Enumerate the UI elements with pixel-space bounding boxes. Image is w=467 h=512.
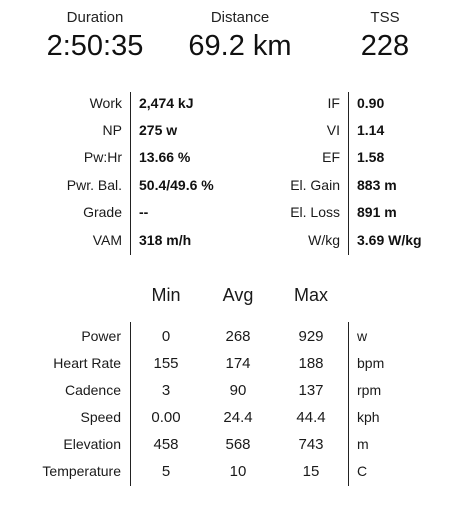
table-row (0, 404, 467, 431)
table-row (0, 458, 467, 485)
cell-avg: 24.4 (223, 409, 253, 426)
summary-bar (0, 0, 467, 70)
metric-power-balance (0, 172, 240, 199)
cell-max: 15 (302, 463, 320, 480)
cell-min: 5 (161, 463, 171, 480)
tss-stat (310, 8, 460, 64)
metric-value: 318 m/h (139, 232, 192, 248)
metric-label: NP (102, 122, 122, 138)
metric-pw-hr (0, 144, 240, 171)
row-label: Cadence (64, 382, 121, 398)
tss-value: 228 (360, 30, 410, 62)
cell-max: 929 (298, 328, 324, 345)
cell-unit: C (357, 463, 368, 479)
metric-label: Pw:Hr (83, 149, 122, 165)
table-left-divider (130, 322, 131, 486)
table-row (0, 377, 467, 404)
cell-min: 0.00 (151, 409, 181, 426)
cell-unit: rpm (357, 382, 382, 398)
cell-avg: 174 (225, 355, 251, 372)
cell-unit: kph (357, 409, 380, 425)
metric-label: IF (327, 95, 340, 111)
table-row (0, 431, 467, 458)
metric-value: 3.69 W/kg (357, 232, 422, 248)
metric-label: VAM (92, 232, 122, 248)
metric-vam (0, 227, 240, 254)
metric-grade (0, 199, 240, 226)
table-right-divider (348, 322, 349, 486)
metric-vi (240, 117, 467, 144)
metric-if (240, 90, 467, 117)
metric-value: 0.90 (357, 95, 385, 111)
cell-avg: 568 (225, 436, 251, 453)
right-divider (348, 92, 349, 255)
metric-label: W/kg (308, 232, 340, 248)
cell-max: 188 (298, 355, 324, 372)
cell-min: 155 (153, 355, 179, 372)
cell-unit: m (357, 436, 369, 452)
metric-label: Grade (83, 204, 122, 220)
metric-value: 1.14 (357, 122, 385, 138)
distance-label: Distance (210, 9, 270, 26)
cell-avg: 268 (225, 328, 251, 345)
cell-unit: bpm (357, 355, 385, 371)
cell-avg: 10 (229, 463, 247, 480)
metric-value: 1.58 (357, 149, 385, 165)
cell-min: 3 (161, 382, 171, 399)
header-min: Min (151, 285, 181, 305)
distance-value: 69.2 km (188, 30, 292, 62)
left-divider (130, 92, 131, 255)
metric-label: Work (89, 95, 122, 111)
duration-label: Duration (66, 9, 124, 26)
table-row (0, 323, 467, 350)
metric-value: 13.66 % (139, 149, 191, 165)
metric-value: 891 m (357, 204, 397, 220)
metric-label: EF (322, 149, 340, 165)
metric-elevation-loss (240, 199, 467, 226)
cell-max: 44.4 (296, 409, 326, 426)
metric-label: VI (326, 122, 340, 138)
cell-unit: w (357, 328, 368, 344)
metric-ef (240, 144, 467, 171)
row-label: Power (81, 328, 121, 344)
row-label: Speed (80, 409, 121, 425)
cell-avg: 90 (229, 382, 247, 399)
cell-min: 0 (161, 328, 171, 345)
metric-w-per-kg (240, 227, 467, 254)
metric-label: El. Gain (290, 177, 340, 193)
metric-work (0, 90, 240, 117)
cell-min: 458 (153, 436, 179, 453)
tss-label: TSS (370, 9, 400, 26)
metric-np (0, 117, 240, 144)
header-avg: Avg (222, 285, 254, 305)
cell-max: 743 (298, 436, 324, 453)
row-label: Heart Rate (53, 355, 121, 371)
row-label: Temperature (42, 463, 121, 479)
metric-label: El. Loss (290, 204, 340, 220)
row-label: Elevation (63, 436, 121, 452)
duration-value: 2:50:35 (46, 30, 144, 62)
metric-value: 883 m (357, 177, 397, 193)
header-max: Max (293, 285, 328, 305)
metric-value: 50.4/49.6 % (139, 177, 214, 193)
metric-label: Pwr. Bal. (66, 177, 122, 193)
metric-value: 2,474 kJ (139, 95, 194, 111)
duration-stat (20, 8, 170, 64)
metric-value: -- (139, 204, 149, 220)
table-row (0, 350, 467, 377)
cell-max: 137 (298, 382, 324, 399)
metric-value: 275 w (139, 122, 178, 138)
distance-stat (165, 8, 315, 64)
metric-elevation-gain (240, 172, 467, 199)
